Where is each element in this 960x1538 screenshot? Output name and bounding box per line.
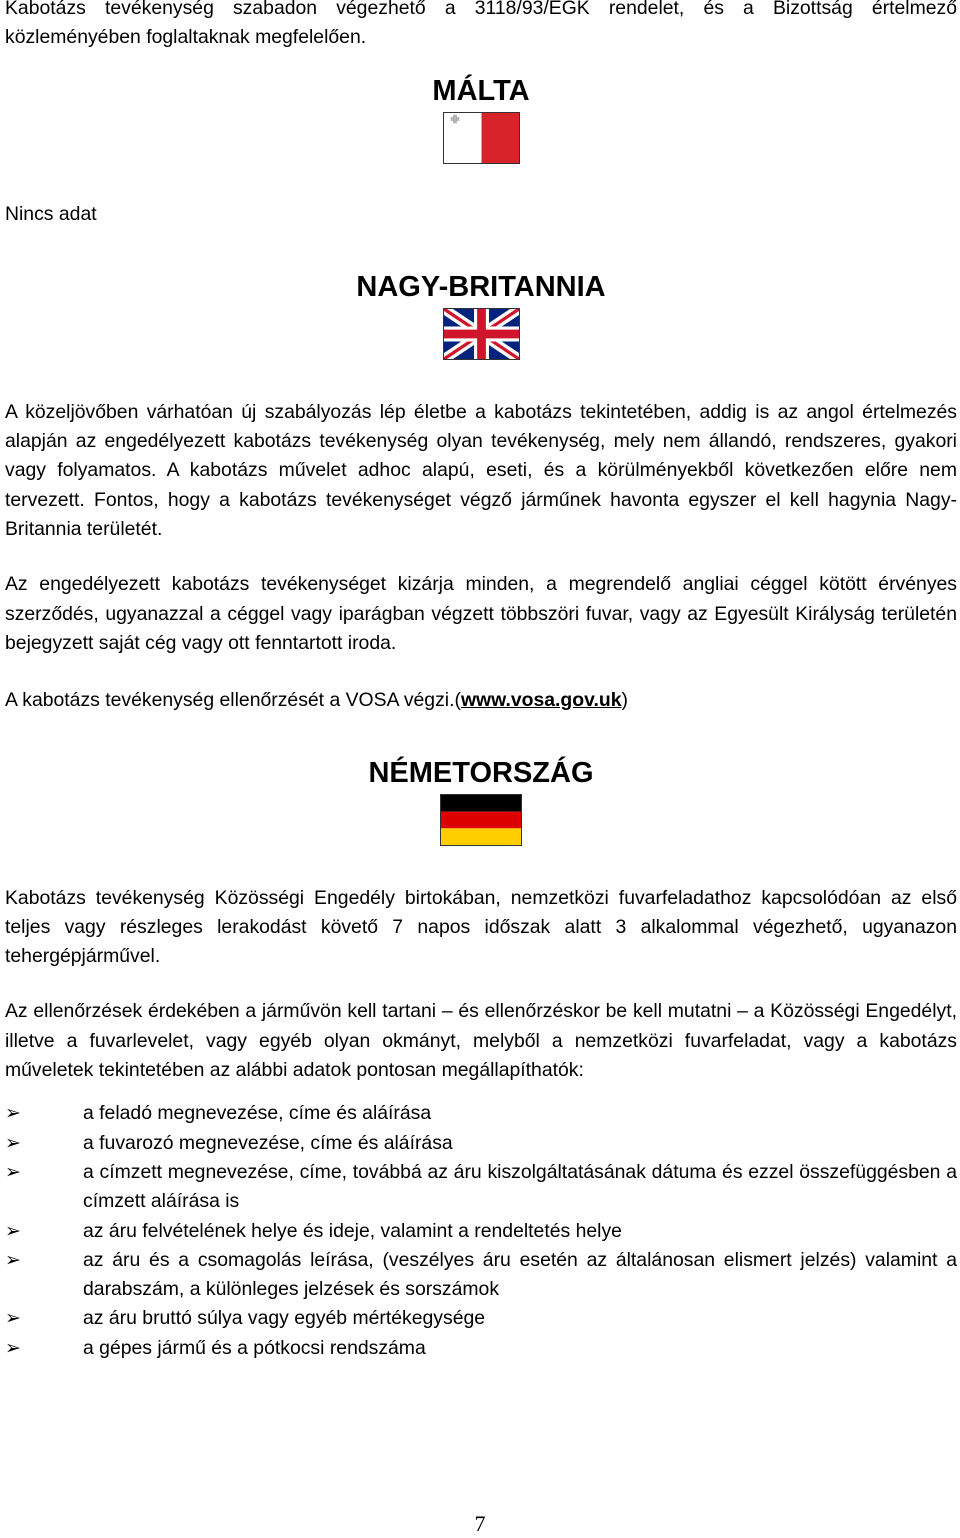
section-title-uk: NAGY-BRITANNIA	[356, 270, 606, 303]
list-item	[5, 1246, 957, 1305]
arrowhead-bullet-icon: ➢	[5, 1337, 21, 1359]
malta-flag-icon	[443, 112, 520, 164]
germany-flag-icon	[440, 794, 522, 846]
arrowhead-bullet-icon: ➢	[5, 1249, 21, 1271]
list-item-text: a címzett megnevezése, címe, továbbá az áru kiszolgáltatásának dátuma és ezzel összefüggésben a címzett aláírása is	[83, 1160, 957, 1213]
list-item	[5, 1217, 957, 1246]
germany-paragraph-1: Kabotázs tevékenység Közösségi Engedély birtokában, nemzetközi fuvarfeladathoz kapcsolódóan az első teljes vagy részleges lerakodást követő 7 napos időszak alatt 3 alkalommal végezhető, ugyanazon tehergépjárművel.	[5, 886, 957, 968]
vosa-link[interactable]: www.vosa.gov.uk	[460, 689, 622, 712]
germany-paragraph-2: Az ellenőrzések érdekében a járművön kell tartani – és ellenőrzéskor be kell mutatni – a Közösségi Engedélyt, illetve a fuvarlevelet, vagy egyéb olyan okmányt, melyből a nemzetközi fuvarfeladat, vagy a kabotázs műveletek tekintetében az alábbi adatok pontosan megállapíthatók:	[5, 1000, 957, 1082]
uk-paragraph-1: A közeljövőben várhatóan új szabályozás lép életbe a kabotázs tekintetében, addig is az angol értelmezés alapján az engedélyezett kabotázs tevékenység olyan tevékenység, mely nem állandó, rendszeres, gyakori vagy folyamatos. A kabotázs művelet adhoc alapú, eseti, és a körülményekből következően előre nem tervezett. Fontos, hogy a kabotázs tevékenységet végző járműnek havonta egyszer el kell hagynia Nagy-Britannia területét.	[5, 400, 957, 541]
document-page	[5, 0, 957, 1363]
list-item-text: a gépes jármű és a pótkocsi rendszáma	[83, 1336, 426, 1359]
arrowhead-bullet-icon: ➢	[5, 1132, 21, 1154]
uk-paragraph-3-text: A kabotázs tevékenység ellenőrzését a VOSA végzi.(	[5, 689, 461, 712]
list-item-text: a feladó megnevezése, címe és aláírása	[83, 1102, 432, 1125]
list-item	[5, 1099, 957, 1128]
list-item-text: az áru bruttó súlya vagy egyéb mértékegysége	[83, 1307, 486, 1330]
list-item	[5, 1334, 957, 1363]
uk-paragraph-2: Az engedélyezett kabotázs tevékenységet kizárja minden, a megrendelő angliai céggel kötött érvényes szerződés, ugyanazzal a céggel vagy iparágban végzett többszöri fuvar, vagy az Egyesült Királyság területén bejegyzett saját cég vagy ott fenntartott iroda.	[5, 573, 957, 654]
intro-paragraph: Kabotázs tevékenység szabadon végezhető a 3118/93/EGK rendelet, és a Bizottság értelmező közleményében foglaltaknak megfelelően.	[5, 0, 957, 49]
list-item-text: a fuvarozó megnevezése, címe és aláírása	[83, 1131, 453, 1154]
uk-paragraph-3	[5, 686, 957, 715]
list-item	[5, 1158, 957, 1217]
section-title-germany: NÉMETORSZÁG	[368, 756, 594, 789]
list-item-text: az áru és a csomagolás leírása, (veszélyes áru esetén az általánosan elismert jelzés) valamint a darabszám, a különleges jelzések és sorszámok	[83, 1248, 957, 1301]
uk-flag-icon	[443, 308, 520, 360]
uk-paragraph-3-close: )	[621, 689, 628, 712]
page-number: 7	[474, 1511, 486, 1536]
germany-bullet-list	[5, 1099, 957, 1363]
list-item-text: az áru felvételének helye és ideje, valamint a rendeltetés helye	[83, 1219, 622, 1242]
arrowhead-bullet-icon: ➢	[5, 1220, 21, 1242]
section-title-malta: MÁLTA	[432, 74, 530, 107]
arrowhead-bullet-icon: ➢	[5, 1103, 21, 1125]
malta-text: Nincs adat	[5, 202, 97, 225]
list-item	[5, 1304, 957, 1333]
arrowhead-bullet-icon: ➢	[5, 1308, 21, 1330]
list-item	[5, 1129, 957, 1158]
arrowhead-bullet-icon: ➢	[5, 1161, 21, 1183]
